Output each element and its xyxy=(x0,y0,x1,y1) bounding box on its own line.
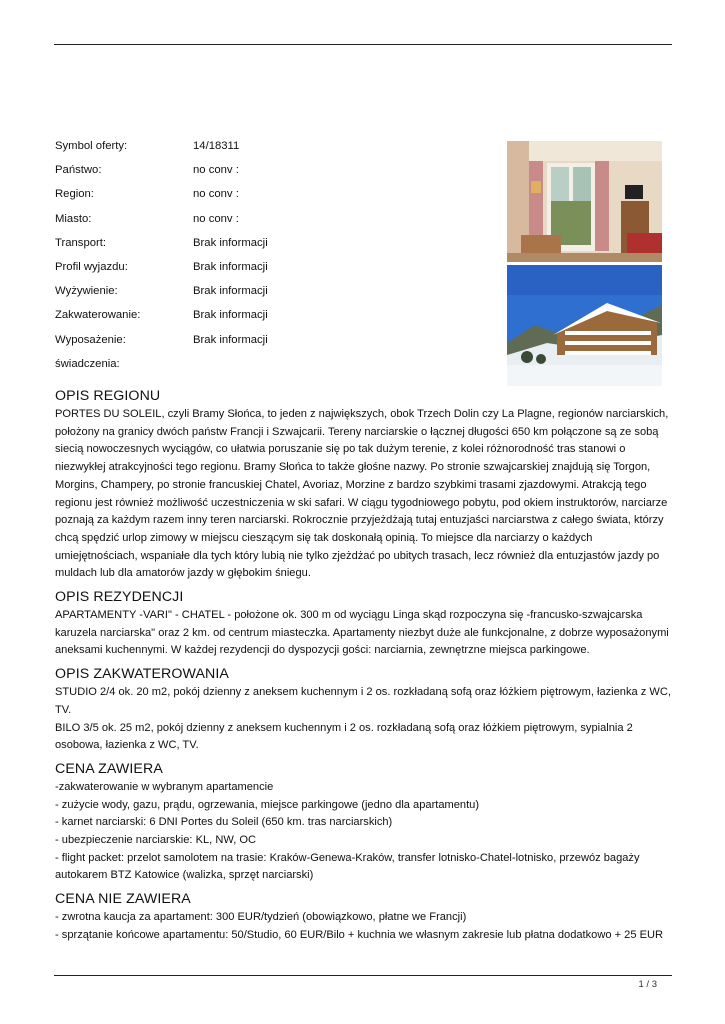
offer-info-table xyxy=(55,140,485,370)
offer-row xyxy=(55,309,485,333)
offer-label: Region: xyxy=(55,188,94,201)
accommodation-bilo: BILO 3/5 ok. 25 m2, pokój dzienny z aneksem kuchennym i 2 os. rozkładaną sofą oraz łóżkiem piętrowym, sypialnia 2 osobowa, łazienka z WC, TV. xyxy=(55,721,633,752)
region-heading: OPIS REGIONU xyxy=(55,388,161,404)
offer-row xyxy=(55,261,485,285)
offer-label: Wyposażenie: xyxy=(55,333,126,346)
offer-value: Brak informacji xyxy=(193,285,268,298)
list-item: - karnet narciarski: 6 DNI Portes du Soleil (650 km. tras narciarskich) xyxy=(55,816,393,829)
header-rule xyxy=(54,44,672,45)
offer-label: Symbol oferty: xyxy=(55,140,128,152)
offer-value: no conv : xyxy=(193,164,239,177)
list-item: - zużycie wody, gazu, prądu, ogrzewania, miejsce parkingowe (jedno dla apartamentu) xyxy=(55,798,480,811)
offer-label: Profil wyjazdu: xyxy=(55,260,128,273)
price-excludes-list xyxy=(55,909,675,944)
apartment-interior-photo xyxy=(507,141,662,262)
offer-label: Zakwaterowanie: xyxy=(55,309,141,322)
offer-row xyxy=(55,285,485,309)
residence-text: APARTAMENTY -VARI" - CHATEL - położone ok. 300 m od wyciągu Linga skąd rozpoczyna się -francusko-szwajcarska karuzela narciarska" oraz 2 km. od centrum miasteczka. Apartamenty niezbyt duże ale funkcjonalne, z dobrze wyposażonymi aneksami kuchennymi. W każdej rezydencji do dyspozycji gości: narciarnia, zewnętrzne miejsca parkingowe. xyxy=(55,609,669,657)
offer-value: no conv : xyxy=(193,188,239,201)
offer-value: Brak informacji xyxy=(193,260,268,273)
offer-row xyxy=(55,237,485,261)
accommodation-studio: STUDIO 2/4 ok. 20 m2, pokój dzienny z aneksem kuchennym i 2 os. rozkładaną sofą oraz łóżkiem piętrowym, łazienka z WC, TV. xyxy=(55,686,671,716)
page-number: 1 / 3 xyxy=(638,979,657,990)
list-item: - zwrotna kaucja za apartament: 300 EUR/tydzień (obowiązkowo, płatne we Francji) xyxy=(55,911,467,924)
offer-row xyxy=(55,140,485,164)
offer-label: Wyżywienie: xyxy=(55,285,118,298)
price-includes-list xyxy=(55,779,675,885)
list-item: - sprzątanie końcowe apartamentu: 50/Studio, 60 EUR/Bilo + kuchnia we własnym zakresie lub płatna dodatkowo + 25 EUR xyxy=(55,928,664,941)
price-includes-heading: CENA ZAWIERA xyxy=(55,760,163,777)
price-excludes-heading: CENA NIE ZAWIERA xyxy=(55,891,191,908)
offer-label: Państwo: xyxy=(55,164,102,177)
list-item: - ubezpieczenie narciarskie: KL, NW, OC xyxy=(55,834,256,847)
offer-value: Brak informacji xyxy=(193,309,268,322)
region-text: PORTES DU SOLEIL, czyli Bramy Słońca, to jeden z największych, obok Trzech Dolin czy La Plagne, regionów narciarskich, położony na granicy dwóch państw Francji i Szwajcarii. Tereny narciarskie o łącznej długości 650 km połączone są ze sobą siecią nowoczesnych wyciągów, co ułatwia poruszanie się po tak dużym terenie, z kolei różnorodność tras stanowi o niezwykłej atrakcyjności tego regionu. Bramy Słońca to także głośne nazwy. Po stronie szwajcarskiej znajdują się Torgon, Morgins, Champery, po stronie francuskiej Chatel, Avoriaz, Morzine z bardzo szybkimi trasami zjazdowymi. Atrakcją tego regionu jest również możliwość uczestniczenia w ski safari. W ciągu tygodniowego pobytu, pod okiem instruktorów, narciarze poznają za każdym razem inny teren narciarski. Rokrocznie przyjeżdżają tutaj entuzjaści narciarstwa z całego świata, którzy chcą spędzić urlop zimowy w miejscu cieszącym się tak doskonałą opinią. To miejsce dla narciarzy o każdych umiejętnościach, wspaniałe dla tych który lubią nie tylko zjeżdżać po ubitych trasach, lecz również dla entuzjastów jazdy po muldach lub dla amatorów jazdy w głębokim śniegu. xyxy=(55,408,669,580)
offer-row xyxy=(55,164,485,188)
offer-extra-label: świadczenia: xyxy=(55,358,120,370)
footer-rule xyxy=(54,975,672,976)
list-item: -zakwaterowanie w wybranym apartamencie xyxy=(55,780,274,793)
offer-value: no conv : xyxy=(193,212,239,225)
accommodation-heading: OPIS ZAKWATEROWANIA xyxy=(55,666,229,683)
offer-value: Brak informacji xyxy=(193,333,268,346)
residence-heading: OPIS REZYDENCJI xyxy=(55,589,184,606)
list-item: - flight packet: przelot samolotem na trasie: Kraków-Genewa-Kraków, transfer lotnisko-Chatel-lotnisko, przewóz bagaży autokarem BTZ Katowice (walizka, sprzęt narciarski) xyxy=(55,851,640,882)
offer-description xyxy=(55,386,675,949)
residence-exterior-photo xyxy=(507,265,662,386)
offer-label: Miasto: xyxy=(55,212,92,225)
offer-row xyxy=(55,334,485,358)
offer-value: Brak informacji xyxy=(193,236,268,249)
offer-row xyxy=(55,213,485,237)
offer-row xyxy=(55,188,485,212)
offer-label: Transport: xyxy=(55,236,107,249)
offer-value: 14/18311 xyxy=(193,140,240,152)
